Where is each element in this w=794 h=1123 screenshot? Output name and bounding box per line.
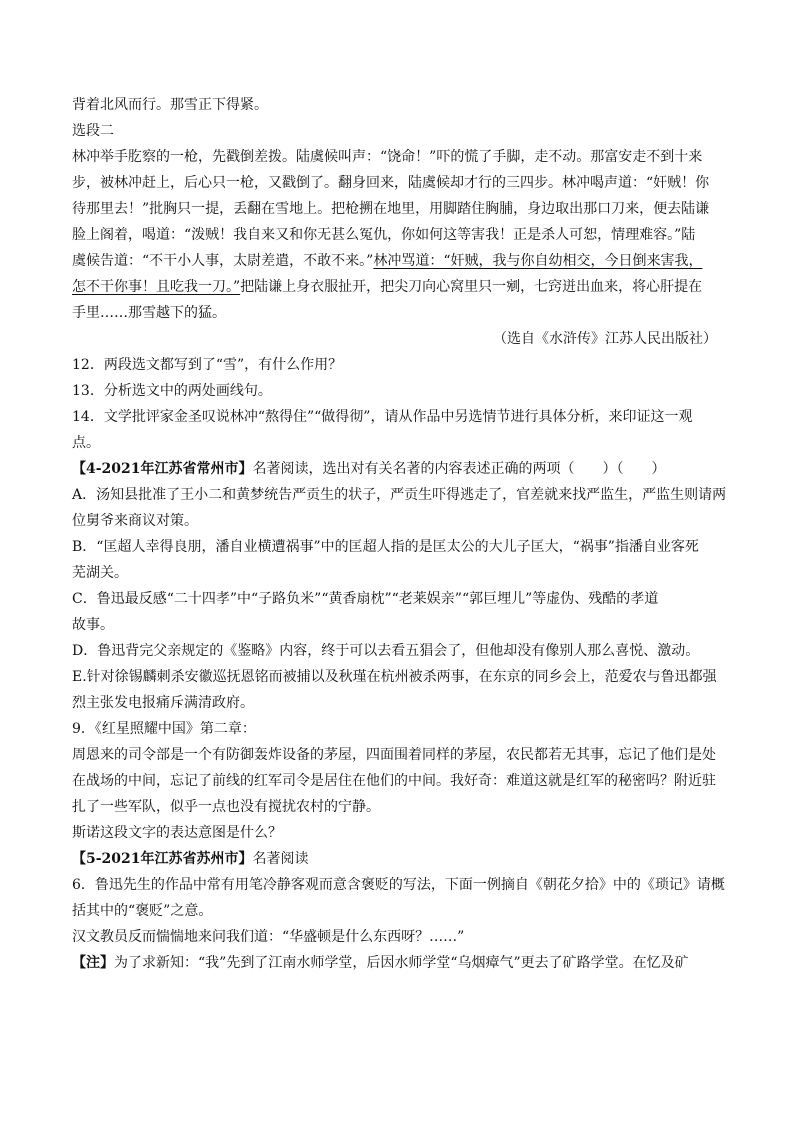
passage-text: 虞候告道：“不干小人事，太尉差遣，不敢不来。” — [72, 253, 374, 269]
option-e-cont: 烈主张发电报痛斥满清政府。 — [72, 695, 254, 711]
option-b-cont: 芜湖关。 — [72, 565, 128, 581]
passage-line: 脸上阁着，喝道：“泼贼！我自来又和你无甚么冤仇，你如何这等害我！正是杀人可恕，情理难容。”陆 — [72, 227, 696, 243]
option-e: E.针对徐锡麟刺杀安徽巡抚恩铭而被捕以及秋瑾在杭州被杀两事，在东京的同乡会上，范爱农与鲁迅都强 — [72, 669, 717, 685]
question-14-cont: 点。 — [72, 435, 100, 451]
underlined-sentence: 怎不干你事！且吃我一刀。” — [72, 279, 241, 295]
note-text: 为了求新知：“我”先到了江南水师学堂，后因水师学堂“乌烟瘴气”更去了矿路学堂。在忆及矿 — [114, 955, 689, 971]
excerpt-line: 周恩来的司令部是一个有防御轰炸设备的茅屋，四面围着同样的茅屋，农民都若无其事，忘记了他们是处 — [72, 747, 716, 763]
section-heading — [72, 456, 737, 482]
passage-text: 把陆谦上身衣服扯开，把尖刀向心窝里只一剜，七窍迸出血来，将心肝提在 — [240, 279, 703, 295]
underlined-sentence: 林冲骂道：“奸贼，我与你自幼相交，今日倒来害我， — [373, 253, 703, 269]
exam-source-tag: 【5-2021年江苏省苏州市】 — [72, 851, 253, 867]
option-c-cont: 故事。 — [72, 617, 114, 633]
passage-line — [72, 248, 737, 274]
passage-line: 林冲举手肐察的一枪，先戳倒差拨。陆虞候叫声：“饶命！”吓的慌了手脚，走不动。那富安走不到十来 — [72, 149, 703, 165]
note-tag: 【注】 — [72, 955, 114, 971]
option-d: D．鲁迅背完父亲规定的《鉴略》内容，终于可以去看五猖会了，但他却没有像别人那么喜悦、激动。 — [72, 643, 700, 659]
passage-line — [72, 274, 737, 300]
question-prompt: 名著阅读，选出对有关名著的内容表述正确的两项（ ）（ ） — [252, 461, 666, 477]
question-13: 13．分析选文中的两处画线句。 — [72, 383, 272, 399]
document-page — [72, 92, 737, 976]
passage-line: 背着北风而行。那雪正下得紧。 — [72, 97, 268, 113]
question-6: 6．鲁迅先生的作品中常有用笔冷静客观而意含褒贬的写法，下面一例摘自《朝花夕拾》中的《琐记》请概 — [72, 877, 725, 893]
source-citation: （选自《水浒传》江苏人民出版社） — [493, 331, 717, 347]
note-line — [72, 950, 737, 976]
option-a-cont: 位舅爷来商议对策。 — [72, 513, 198, 529]
excerpt-line: 扎了一些军队，似乎一点也没有搅扰农村的宁静。 — [72, 799, 380, 815]
section-heading — [72, 846, 737, 872]
section-label: 选段二 — [72, 123, 114, 139]
question-14: 14．文学批评家金圣叹说林冲“熬得住”“做得彻”，请从作品中另选情节进行具体分析，来印证这一观 — [72, 409, 693, 425]
passage-line: 待那里去！”批胸只一提，丢翻在雪地上。把枪搠在地里，用脚踏住胸脯，身边取出那口刀来，便去陆谦 — [72, 201, 710, 217]
option-a: A．汤知县批准了王小二和黄梦统告严贡生的状子，严贡生吓得逃走了，官差就来找严监生，严监生则请两 — [72, 487, 727, 503]
excerpt-line: 在战场的中间，忘记了前线的红军司令是居住在他们的中间。我好奇：难道这就是红军的秘密吗？附近驻 — [72, 773, 716, 789]
question-12: 12．两段选文都写到了“雪”，有什么作用？ — [72, 357, 343, 373]
question-6-cont: 括其中的“褒贬”之意。 — [72, 903, 213, 919]
question-prompt: 名著阅读 — [252, 851, 309, 867]
question-prompt: 斯诺这段文字的表达意图是什么？ — [72, 825, 282, 841]
excerpt-line: 汉文教员反而惴惴地来问我们道：“华盛顿是什么东西呀？……” — [72, 929, 465, 945]
option-b: B．“匡超人幸得良朋，潘自业横遭祸事”中的匡超人指的是匡太公的大儿子匡大，“祸事”指潘自业客死 — [72, 539, 699, 555]
passage-line: 手里……那雪越下的猛。 — [72, 305, 226, 321]
passage-line: 步，被林冲赶上，后心只一枪，又戳倒了。翻身回来，陆虞候却才行的三四步。林冲喝声道：“奸贼！你 — [72, 175, 710, 191]
option-c: C．鲁迅最反感“二十四孝”中“子路负米”“黄香扇枕”“老莱娱亲”“郭巨埋儿”等虚伪、残酷的孝道 — [72, 591, 659, 607]
question-9: 9．《红星照耀中国》第二章： — [72, 721, 256, 737]
exam-source-tag: 【4-2021年江苏省常州市】 — [72, 461, 253, 477]
